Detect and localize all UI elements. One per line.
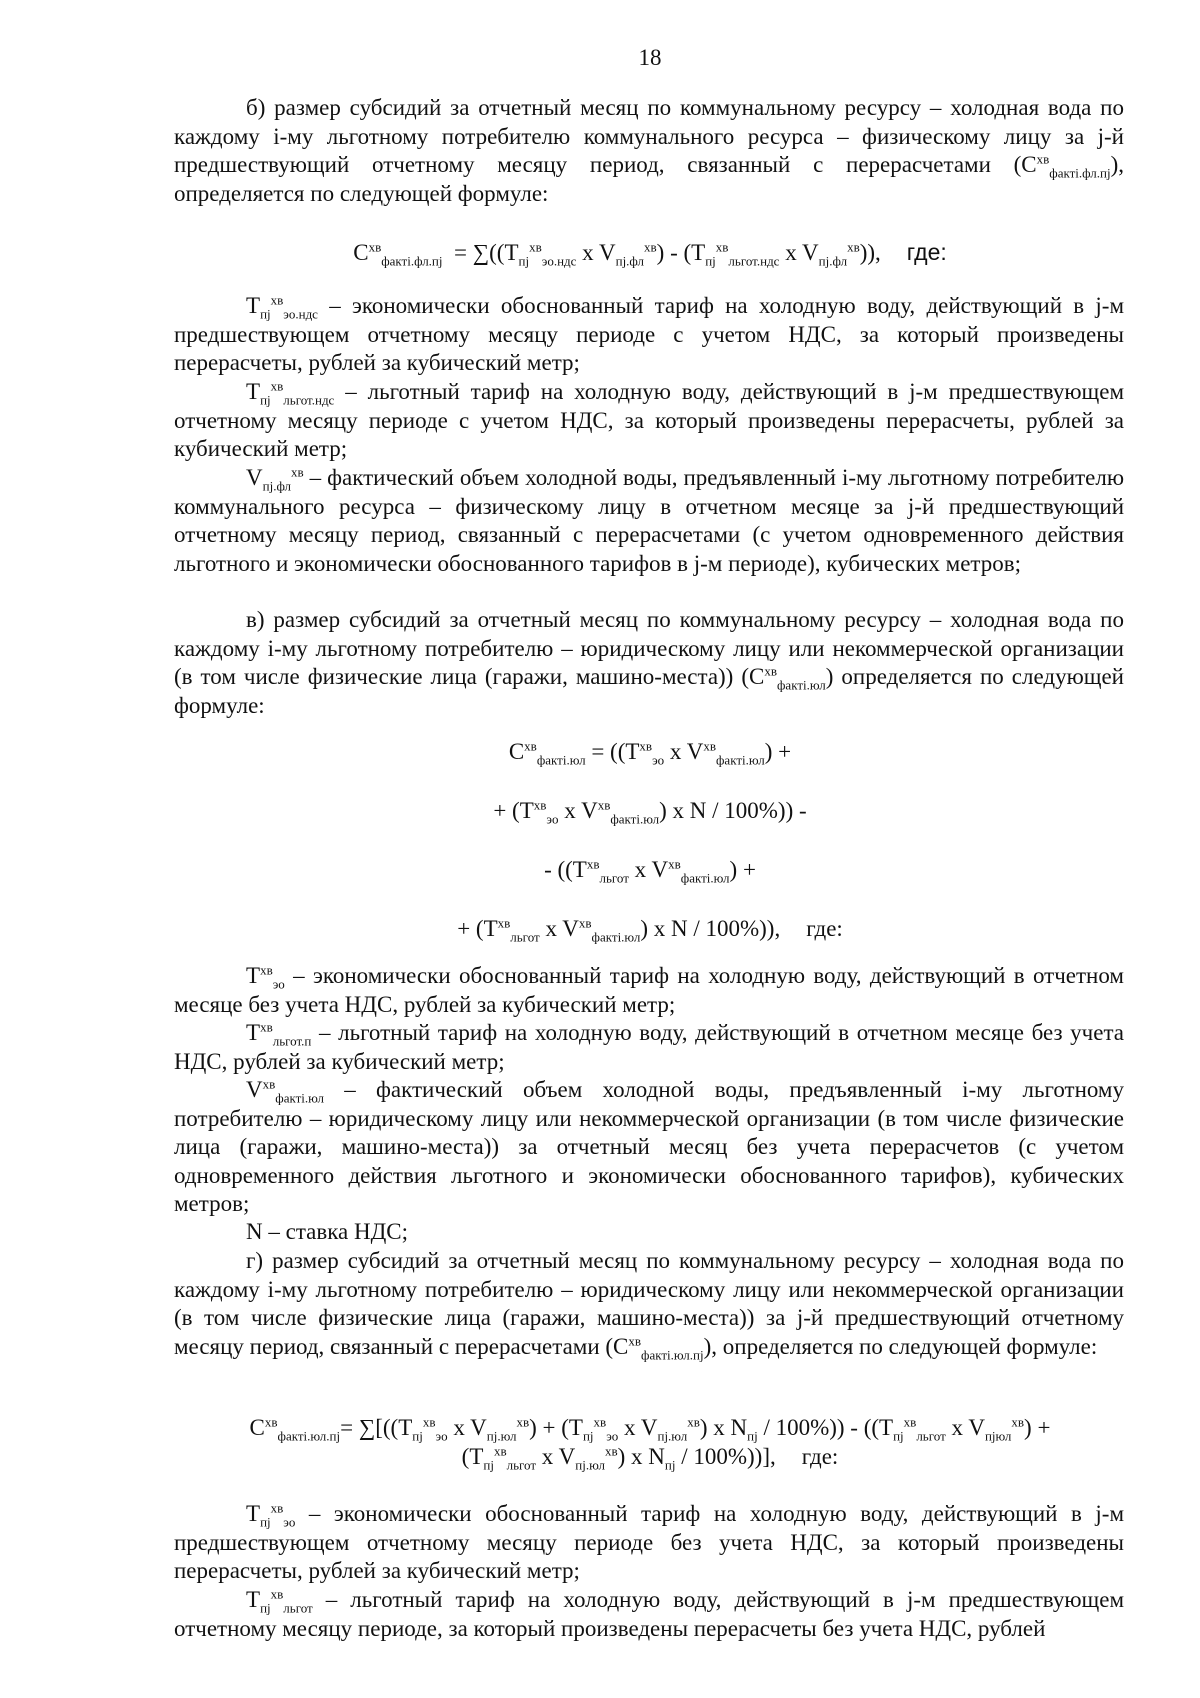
def-t-pj-eo: $T_{пj}^{хв}_{эо}$ – экономически обоснованный тариф на холодную воду, действующий в j-м предшествующем отчетному месяцу периоде без учета НДС, за который произведены перерасчеты, рублей за кубический метр; bbox=[174, 1500, 1124, 1583]
paragraph-b-intro: б) размер субсидий за отчетный месяц по коммунальному ресурсу – холодная вода по каждому i-му льготному потребителю коммунального ресурса – физическому лицу за j-й предшествующий отчетному месяцу период, связанный с перерасчетами $(C^{хв}_{фактi.фл.пj})$, определяется по следующей формуле: bbox=[174, 95, 1124, 206]
def-t-pj-lgot-nds: $T_{пj}^{хв}_{льгот.ндс}$ – льготный тариф на холодную воду, действующий в j-м предшествующем отчетному месяцу периоде с учетом НДС, за который произведены перерасчеты, рублей за кубический метр; bbox=[174, 378, 1124, 461]
paragraph-g-intro: г) размер субсидий за отчетный месяц по коммунальному ресурсу – холодная вода по каждому i-му льготному потребителю – юридическому лицу или некоммерческой организации (в том числе физические лица (гаражи, машино-места)) за j-й предшествующий отчетному месяцу период, связанный с перерасчетами $(C^{хв}_{фактi.юл.пj})$, определяется по следующей формуле: bbox=[174, 1248, 1124, 1363]
formula-c-fakt-yul-pj-line1: $C^{хв}_{фактi.юл.пj}= \sum[((T_{пj}^{хв}_{эо}$ x $V_{пj.юл}^{хв}) + (T_{пj}^{хв}_{эо}$ x $V_{пj.юл}^{хв}$) x $N_{пj} / 100\%)) - ((T_{пj}^{хв}_{льгот}$ x $V_{пjюл}^{хв}$) + bbox=[249, 1414, 1051, 1444]
def-t-pj-eo-nds: $T_{пj}^{хв}_{эо.ндс}$ – экономически обоснованный тариф на холодную воду, действующий в j-м предшествующем отчетному месяцу периоде с учетом НДС, за который произведены перерасчеты, рублей за кубический метр; bbox=[174, 292, 1124, 375]
formula-c-fakt-yul-pj-line2: ($T_{пj}^{хв}_{льгот}$ x $V_{пj.юл}^{хв}$) x $N_{пj} / 100\%$))], где: bbox=[461, 1443, 839, 1473]
formula-c-fakt-yul-line1: $C^{хв}_{фактi.юл} = ((T^{хв}_{эо}$ x $V^{хв}_{фактi.юл}$) + bbox=[508, 738, 792, 768]
def-v-fakt-yul: $V^{хв}_{фактi.юл}$ – фактический объем холодной воды, предъявленный i-му льготному потребителю – юридическому лицу или некоммерческой организации (в том числе физические лица (гаражи, машино-места)) за отчетный месяц без учета перерасчетов (с учетом одновременного действия льготного и экономически обоснованного тарифов), кубических метров; bbox=[174, 1076, 1124, 1216]
formula-c-fakt-yul-line4: + ($T^{хв}_{льгот}$ x $V^{хв}_{фактi.юл}$) x N / 100%)), где: bbox=[457, 915, 843, 945]
page-number: 18 bbox=[638, 45, 662, 70]
def-n: N – ставка НДС; bbox=[246, 1219, 409, 1244]
formula-c-fakt-yul-line3: - (($T^{хв}_{льгот}$ x $V^{хв}_{фактi.юл}$) + bbox=[544, 856, 756, 886]
def-t-lgot-n: $T^{хв}_{льгот.п}$ – льготный тариф на холодную воду, действующий в отчетном месяце без учета НДС, рублей за кубический метр; bbox=[174, 1019, 1124, 1074]
def-v-pj-fl: $V_{пj.фл}^{хв}$ – фактический объем холодной воды, предъявленный i-му льготному потребителю коммунального ресурса – физическому лицу в отчетном месяце за j-й предшествующий отчетному месяцу период, связанный с перерасчетами (с учетом одновременного действия льготного и экономически обоснованного тарифов в j-м периоде), кубических метров; bbox=[174, 464, 1124, 576]
def-t-pj-lgot: $T_{пj}^{хв}_{льгот}$ – льготный тариф на холодную воду, действующий в j-м предшествующем отчетному месяцу периоде, за который произведены перерасчеты без учета НДС, рублей bbox=[174, 1586, 1124, 1641]
def-t-eo: $T^{хв}_{эо}$ – экономически обоснованный тариф на холодную воду, действующий в отчетном месяце без учета НДС, рублей за кубический метр; bbox=[174, 962, 1124, 1017]
formula-c-fakt-yul-line2: + ($T^{хв}_{эо}$ x $V^{хв}_{фактi.юл}$) x N / 100%)) - bbox=[493, 797, 807, 827]
formula-c-fakt-fl-pj: $C^{хв}_{фактi.фл.пj} = \sum((T_{пj}^{хв}_{эо.ндс}$ x $V_{пj.фл}^{хв}) - (T_{пj}^{хв}_{льгот.ндс}$ x $V_{пj.фл}^{хв}$)), где: bbox=[353, 239, 947, 269]
paragraph-v-intro: в) размер субсидий за отчетный месяц по коммунальному ресурсу – холодная вода по каждому i-му льготному потребителю – юридическому лицу или некоммерческой организации (в том числе физические лица (гаражи, машино-места)) $(C^{хв}_{фактi.юл})$ определяется по следующей формуле: bbox=[174, 607, 1124, 718]
